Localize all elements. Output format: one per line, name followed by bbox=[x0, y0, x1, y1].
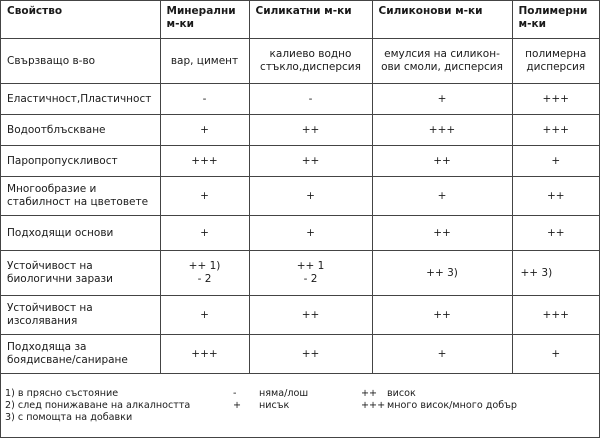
legend-meaning: няма/лош bbox=[259, 388, 309, 399]
cell-mineral: + bbox=[160, 296, 249, 335]
header-row bbox=[1, 1, 599, 39]
legend-symbol: - bbox=[233, 388, 237, 399]
cell-silicone: ++ bbox=[372, 296, 512, 335]
header-polymer: Полимерни м-ки bbox=[512, 1, 599, 39]
row-property: Свързващо в-во bbox=[1, 39, 160, 84]
cell-silicone: ++ bbox=[372, 146, 512, 177]
cell-silicone: + bbox=[372, 335, 512, 374]
cell-silicate: + bbox=[249, 177, 372, 216]
table-row bbox=[1, 115, 599, 146]
row-property: Еластичност,Пластичност bbox=[1, 84, 160, 115]
cell-silicone: +++ bbox=[372, 115, 512, 146]
legend-symbol: ++ bbox=[361, 388, 378, 399]
table-row bbox=[1, 146, 599, 177]
row-property: Подходяща за боядисване/саниране bbox=[1, 335, 160, 374]
table-row bbox=[1, 177, 599, 216]
cell-polymer: ++ bbox=[512, 216, 599, 251]
legend-meaning: много висок/много добър bbox=[387, 400, 518, 411]
properties-table bbox=[1, 1, 599, 374]
cell-mineral: + bbox=[160, 216, 249, 251]
row-property: Водоотблъскване bbox=[1, 115, 160, 146]
cell-mineral: + bbox=[160, 115, 249, 146]
legend-symbol: + bbox=[233, 400, 242, 411]
legend bbox=[1, 388, 599, 436]
cell-silicone: + bbox=[372, 177, 512, 216]
cell-mineral: +++ bbox=[160, 146, 249, 177]
cell-polymer: полимерна дисперсия bbox=[512, 39, 599, 84]
table-row bbox=[1, 84, 599, 115]
cell-polymer: + bbox=[512, 335, 599, 374]
header-silicate: Силикатни м-ки bbox=[249, 1, 372, 39]
row-property: Устойчивост на биологични зарази bbox=[1, 251, 160, 296]
legend-note: 3) с помощта на добавки bbox=[5, 412, 133, 423]
legend-note: 2) след понижаване на алкалността bbox=[5, 400, 191, 411]
header-property: Свойство bbox=[1, 1, 160, 39]
table-row bbox=[1, 216, 599, 251]
cell-polymer: +++ bbox=[512, 84, 599, 115]
cell-mineral: + bbox=[160, 177, 249, 216]
cell-polymer: ++ bbox=[512, 177, 599, 216]
cell-polymer: +++ bbox=[512, 115, 599, 146]
legend-note: 1) в прясно състояние bbox=[5, 388, 119, 399]
table-row bbox=[1, 39, 599, 84]
header-silicone: Силиконови м-ки bbox=[372, 1, 512, 39]
cell-silicate: ++ bbox=[249, 296, 372, 335]
cell-silicone: + bbox=[372, 84, 512, 115]
cell-silicone: емулсия на силикон- ови смоли, дисперсия bbox=[372, 39, 512, 84]
table-row bbox=[1, 296, 599, 335]
cell-silicate: ++ bbox=[249, 335, 372, 374]
cell-polymer: ++ 3) bbox=[512, 251, 599, 296]
legend-meaning: висок bbox=[387, 388, 416, 399]
cell-mineral: - bbox=[160, 84, 249, 115]
cell-silicate: ++ bbox=[249, 115, 372, 146]
header-mineral: Минерални м-ки bbox=[160, 1, 249, 39]
row-property: Подходящи основи bbox=[1, 216, 160, 251]
cell-polymer: + bbox=[512, 146, 599, 177]
table-row bbox=[1, 335, 599, 374]
table-row bbox=[1, 251, 599, 296]
cell-mineral: вар, цимент bbox=[160, 39, 249, 84]
cell-polymer: +++ bbox=[512, 296, 599, 335]
cell-silicone: ++ bbox=[372, 216, 512, 251]
legend-symbol: +++ bbox=[361, 400, 386, 411]
row-property: Многообразие и стабилност на цветовете bbox=[1, 177, 160, 216]
cell-mineral: ++ 1) - 2 bbox=[160, 251, 249, 296]
cell-silicate: + bbox=[249, 216, 372, 251]
cell-silicone: ++ 3) bbox=[372, 251, 512, 296]
row-property: Паропропускливост bbox=[1, 146, 160, 177]
row-property: Устойчивост на изсолявания bbox=[1, 296, 160, 335]
legend-meaning: нисък bbox=[259, 400, 290, 411]
cell-mineral: +++ bbox=[160, 335, 249, 374]
cell-silicate: калиево водно стъкло,дисперсия bbox=[249, 39, 372, 84]
cell-silicate: ++ bbox=[249, 146, 372, 177]
cell-silicate: - bbox=[249, 84, 372, 115]
cell-silicate: ++ 1 - 2 bbox=[249, 251, 372, 296]
